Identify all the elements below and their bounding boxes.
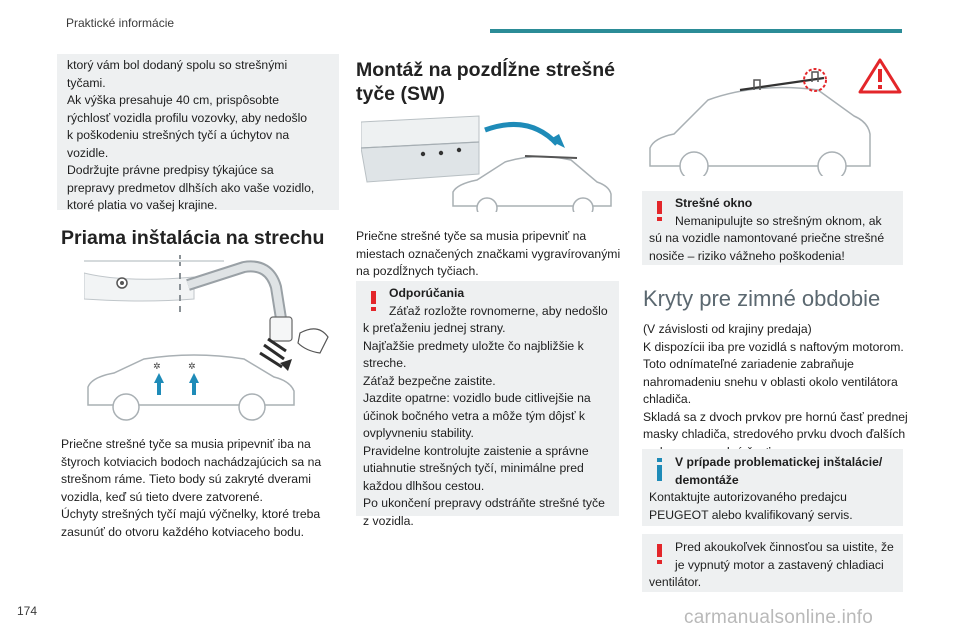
section-heading-sw-rails: Montáž na pozdĺžne strešné tyče (SW) (356, 59, 615, 105)
site-watermark: carmanualsonline.info (684, 607, 874, 628)
sunroof-warning-title: Strešné okno (675, 196, 753, 210)
running-header: Praktické informácie (66, 16, 175, 30)
rack-height-note-box (57, 54, 339, 210)
sw-rails-illustration (361, 112, 621, 212)
sw-rails-body-text: Priečne strešné tyče sa musia pripevniť na miestach označených značkami vygravírovanými na pozdĺžnych tyčiach. (356, 229, 621, 278)
section-heading-winter-covers: Kryty pre zimné obdobie (643, 286, 881, 311)
header-accent-bar (490, 29, 902, 33)
winter-covers-body-text: (V závislosti od krajiny predaja) K dispozícii iba pre vozidlá s naftovým motorom. Toto odnímateľné zariadenie zabraňuje nahromadeniu snehu v oblasti okolo ventilátora chladiča. Skladá sa z dvoch prvkov pre hornú časť prednej masky chladiča, stredového prvku dvoch ďalších (643, 322, 908, 441)
sunroof-warning-illustration (648, 56, 908, 176)
page-number: 174 (17, 604, 38, 618)
engine-off-warning-box: Pred akoukoľvek činnosťou sa uistite, že je vypnutý motor a zastavený chladiaci ventilátor. (642, 534, 903, 592)
sunroof-warning-box: Strešné okno Nemanipulujte so strešným oknom, ak sú na vozidle namontované priečne strešné nosiče – riziko vážneho poškodenia! (642, 191, 903, 265)
section-heading-roof-install: Priama inštalácia na strechu (61, 227, 325, 249)
installation-info-box: V prípade problematickej inštalácie/ demontáže Kontaktujte autorizovaného predajcu PEUGEOT alebo kvalifikovaný servis. (642, 449, 903, 526)
recommendations-box: Odporúčania Záťaž rozložte rovnomerne, aby nedošlo k preťaženiu jednej strany. Najťažšie predmety uložte čo najbližšie k streche. Záťaž bezpečne zaistite. Jazdite opatrne: vozidlo bude citlivejšie na účinok bočného vetra a môže tým dôjsť k ovplyvneniu stability. Pravidelne kontrolujte zaistenie a správne utiahnutie strešných tyčí, minimálne pred každou dlhšou cestou. Po ukončení prepravy odstráňte strešné tyče z vozidla. (356, 281, 619, 516)
recommendations-title: Odporúčania (389, 286, 465, 300)
roof-install-illustration (84, 255, 334, 425)
svg-text:✲: ✲ (153, 362, 161, 372)
svg-text:✲: ✲ (188, 362, 196, 372)
rack-height-note-lines: ktorý vám bol dodaný spolu so strešnými tyčami. Ak výška presahuje 40 cm, prispôsobte rýchlosť vozidla profilu vozovky, aby nedošlo k poškodeniu strešných tyčí a úchytov na vozidle. Dodržujte právne predpisy týkajúce sa prepravy predmetov dlhších ako vaše vozidlo, ktoré platia vo vašej krajine. (67, 58, 315, 212)
roof-install-body-text: Priečne strešné tyče sa musia pripevniť iba na štyroch kotviacich bodoch nachádzajúcich sa na strešnom ráme. Tieto body sú zakryté dverami vozidla, keď sú tieto dvere zatvorené. Úchyty strešných tyčí majú výčnelky, ktoré treba zasunúť do otvoru každého kotviaceho bodu. (61, 437, 322, 539)
